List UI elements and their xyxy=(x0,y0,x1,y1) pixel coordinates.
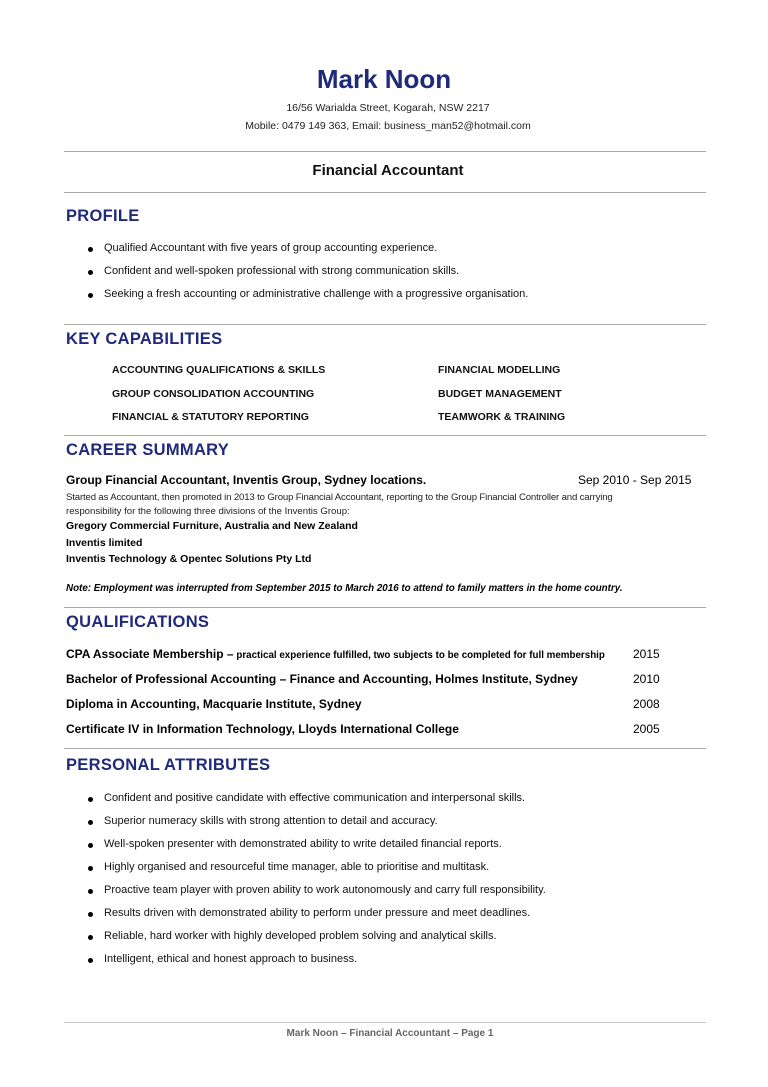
section-heading-career: CAREER SUMMARY xyxy=(66,441,230,459)
qualification-title: CPA Associate Membership – xyxy=(66,647,234,661)
qualification-detail: practical experience fulfilled, two subjects to be completed for full membership xyxy=(233,650,605,661)
footer-divider xyxy=(64,1022,706,1023)
page-footer: Mark Noon – Financial Accountant – Page 1 xyxy=(286,1028,494,1039)
list-item: Highly organised and resourceful time manager, able to prioritise and multitask. xyxy=(88,861,546,873)
division-name: Gregory Commercial Furniture, Australia and New Zealand xyxy=(66,520,358,532)
divider xyxy=(64,748,706,749)
profile-list xyxy=(88,242,528,300)
list-item: Qualified Accountant with five years of group accounting experience. xyxy=(88,242,528,254)
contact-details: Mobile: 0479 149 363, Email: business_man52@hotmail.com xyxy=(245,120,531,132)
job-dates: Sep 2010 - Sep 2015 xyxy=(578,473,692,487)
job-description-cont: responsibility for the following three divisions of the Inventis Group: xyxy=(66,506,350,517)
section-heading-profile: PROFILE xyxy=(66,207,140,225)
list-item: Proactive team player with proven ability to work autonomously and carry full responsibility. xyxy=(88,884,546,896)
divider xyxy=(64,607,706,608)
qualification-year: 2008 xyxy=(633,697,660,711)
section-heading-capabilities: KEY CAPABILITIES xyxy=(66,330,223,348)
qualification-year: 2005 xyxy=(633,722,660,736)
capability-item: FINANCIAL & STATUTORY REPORTING xyxy=(112,411,309,423)
list-item: Intelligent, ethical and honest approach to business. xyxy=(88,953,546,965)
list-item: Reliable, hard worker with highly developed problem solving and analytical skills. xyxy=(88,930,546,942)
job-description: Started as Accountant, then promoted in 2013 to Group Financial Accountant, reporting to the Group Financial Controller and carrying xyxy=(66,492,613,503)
employment-note: Note: Employment was interrupted from September 2015 to March 2016 to attend to family matters in the home country. xyxy=(66,583,623,594)
address: 16/56 Warialda Street, Kogarah, NSW 2217 xyxy=(286,102,490,114)
list-item: Seeking a fresh accounting or administrative challenge with a progressive organisation. xyxy=(88,288,528,300)
divider xyxy=(64,192,706,193)
section-heading-attributes: PERSONAL ATTRIBUTES xyxy=(66,756,271,774)
qualification-item: Bachelor of Professional Accounting – Finance and Accounting, Holmes Institute, Sydney xyxy=(66,672,578,686)
job-role-title: Financial Accountant xyxy=(312,162,464,179)
list-item: Results driven with demonstrated ability to perform under pressure and meet deadlines. xyxy=(88,907,546,919)
capability-item: GROUP CONSOLIDATION ACCOUNTING xyxy=(112,388,315,400)
list-item: Confident and well-spoken professional with strong communication skills. xyxy=(88,265,528,277)
qualification-item: Certificate IV in Information Technology, Lloyds International College xyxy=(66,722,459,736)
list-item: Well-spoken presenter with demonstrated ability to write detailed financial reports. xyxy=(88,838,546,850)
divider xyxy=(64,435,706,436)
qualification-item: Diploma in Accounting, Macquarie Institute, Sydney xyxy=(66,697,362,711)
job-title: Group Financial Accountant, Inventis Group, Sydney locations. xyxy=(66,473,427,487)
qualification-item xyxy=(66,647,605,661)
section-heading-qualifications: QUALIFICATIONS xyxy=(66,613,210,631)
list-item: Confident and positive candidate with effective communication and interpersonal skills. xyxy=(88,792,546,804)
attributes-list xyxy=(88,792,546,965)
capability-item: FINANCIAL MODELLING xyxy=(438,364,561,376)
qualification-year: 2015 xyxy=(633,647,660,661)
capability-item: TEAMWORK & TRAINING xyxy=(438,411,566,423)
division-name: Inventis limited xyxy=(66,537,143,549)
divider xyxy=(64,324,706,325)
candidate-name: Mark Noon xyxy=(316,64,452,94)
divider xyxy=(64,151,706,152)
capability-item: ACCOUNTING QUALIFICATIONS & SKILLS xyxy=(112,364,326,376)
list-item: Superior numeracy skills with strong attention to detail and accuracy. xyxy=(88,815,546,827)
qualification-year: 2010 xyxy=(633,672,660,686)
capability-item: BUDGET MANAGEMENT xyxy=(438,388,562,400)
division-name: Inventis Technology & Opentec Solutions Pty Ltd xyxy=(66,553,312,565)
